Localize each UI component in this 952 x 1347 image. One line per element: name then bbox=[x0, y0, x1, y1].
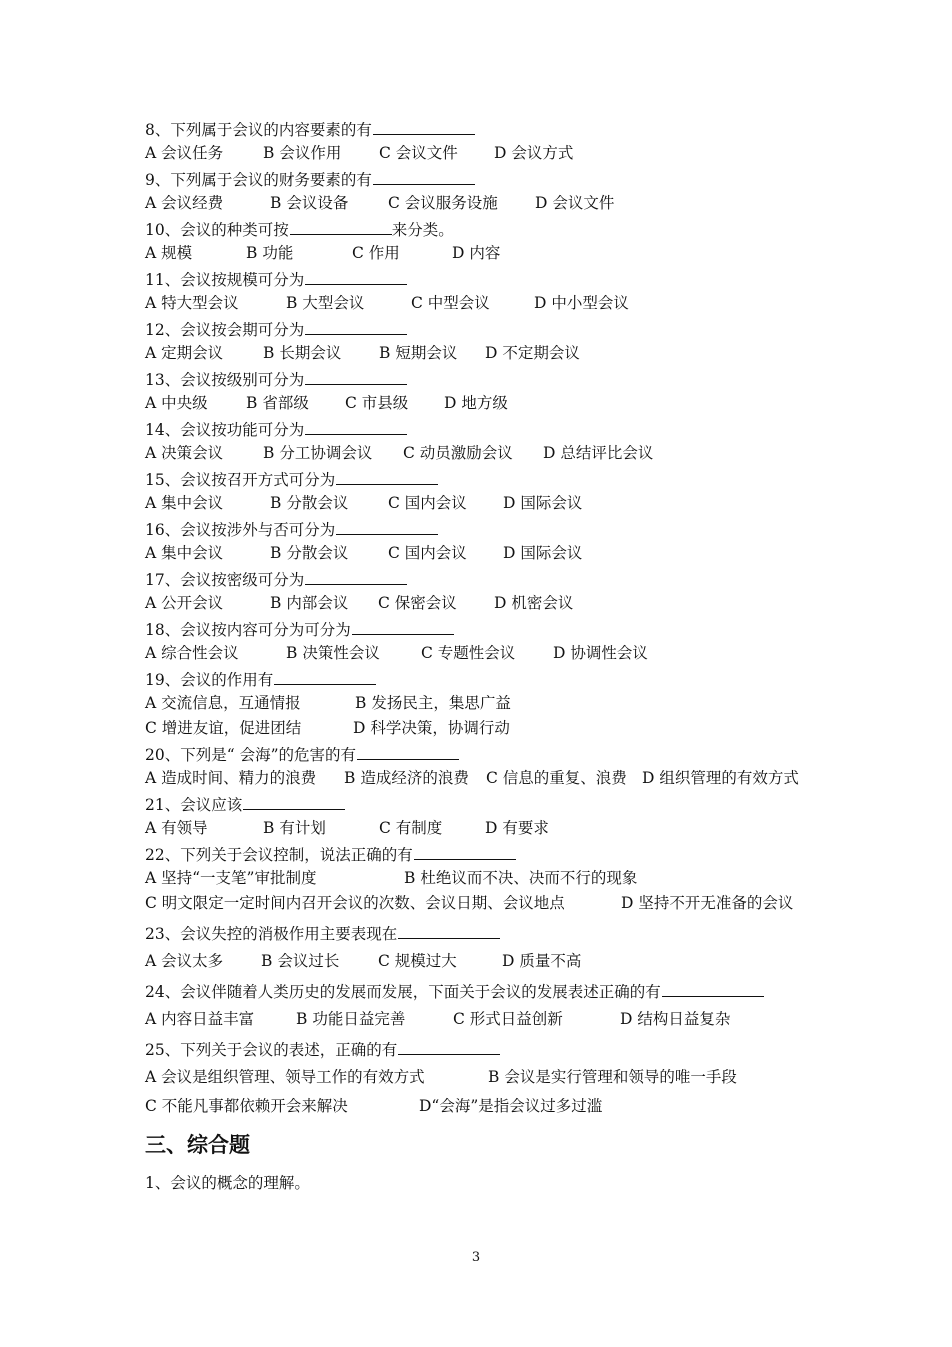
option-d: D 科学决策，协调行动 bbox=[353, 719, 510, 737]
option-a: A 交流信息，互通情报 bbox=[145, 694, 301, 712]
answer-blank bbox=[373, 116, 475, 135]
option-b: B 内部会议 bbox=[270, 594, 349, 612]
answer-blank bbox=[398, 920, 500, 939]
question-options bbox=[145, 641, 845, 666]
option-a: A 定期会议 bbox=[145, 344, 224, 362]
question-options bbox=[145, 1007, 845, 1032]
question-options bbox=[145, 241, 845, 266]
option-c: C 作用 bbox=[352, 244, 400, 262]
answer-blank bbox=[357, 741, 459, 760]
option-a: A 会议太多 bbox=[145, 952, 224, 970]
option-a: A 造成时间、精力的浪费 bbox=[145, 769, 317, 787]
question-stem: 25、下列关于会议的表述，正确的有 bbox=[145, 1036, 845, 1061]
question-stem: 20、下列是“ 会海”的危害的有 bbox=[145, 741, 845, 766]
option-a: A 集中会议 bbox=[145, 494, 224, 512]
answer-blank bbox=[414, 841, 516, 860]
question-stem: 13、会议按级别可分为 bbox=[145, 366, 845, 391]
answer-blank bbox=[274, 666, 376, 685]
option-c: C 中型会议 bbox=[411, 294, 490, 312]
question-options bbox=[145, 1065, 845, 1090]
option-b: B 省部级 bbox=[246, 394, 309, 412]
section-heading: 三、综合题 bbox=[145, 1133, 250, 1157]
option-d: D 结构日益复杂 bbox=[620, 1010, 731, 1028]
question-options bbox=[145, 391, 845, 416]
question-stem: 14、会议按功能可分为 bbox=[145, 416, 845, 441]
question-stem: 22、下列关于会议控制，说法正确的有 bbox=[145, 841, 845, 866]
option-a: A 有领导 bbox=[145, 819, 208, 837]
option-d: D 协调性会议 bbox=[553, 644, 648, 662]
answer-blank bbox=[305, 316, 407, 335]
option-c: C 形式日益创新 bbox=[453, 1010, 563, 1028]
option-b2: B 短期会议 bbox=[379, 344, 458, 362]
question-options bbox=[145, 766, 845, 791]
option-a: A 特大型会议 bbox=[145, 294, 239, 312]
option-d: D 国际会议 bbox=[503, 494, 583, 512]
question-options bbox=[145, 816, 845, 841]
option-d: D 总结评比会议 bbox=[543, 444, 654, 462]
option-c: C 明文限定一定时间内召开会议的次数、会议日期、会议地点 bbox=[145, 894, 565, 912]
option-b: B 有计划 bbox=[263, 819, 326, 837]
option-b: B 会议是实行管理和领导的唯一手段 bbox=[488, 1068, 737, 1086]
option-b: B 造成经济的浪费 bbox=[344, 769, 469, 787]
option-d: D 组织管理的有效方式 bbox=[642, 769, 799, 787]
question-stem: 12、会议按会期可分为 bbox=[145, 316, 845, 341]
option-d: D“会海”是指会议过多过滥 bbox=[419, 1097, 603, 1115]
option-b: B 功能日益完善 bbox=[296, 1010, 406, 1028]
answer-blank bbox=[243, 791, 345, 810]
option-a: A 会议是组织管理、领导工作的有效方式 bbox=[145, 1068, 425, 1086]
option-b: B 发扬民主，集思广益 bbox=[355, 694, 511, 712]
question-options bbox=[145, 341, 845, 366]
question-stem: 24、会议伴随着人类历史的发展而发展，下面关于会议的发展表述正确的有 bbox=[145, 978, 845, 1003]
option-b: B 分散会议 bbox=[270, 494, 349, 512]
option-c: C 不能凡事都依赖开会来解决 bbox=[145, 1097, 348, 1115]
option-d: D 有要求 bbox=[485, 819, 549, 837]
option-d: D 机密会议 bbox=[494, 594, 574, 612]
option-a: A 集中会议 bbox=[145, 544, 224, 562]
option-a: A 会议经费 bbox=[145, 194, 224, 212]
question-options bbox=[145, 491, 845, 516]
question-stem: 15、会议按召开方式可分为 bbox=[145, 466, 845, 491]
question-options bbox=[145, 949, 845, 974]
option-b: B 长期会议 bbox=[263, 344, 342, 362]
option-b: B 分散会议 bbox=[270, 544, 349, 562]
answer-blank bbox=[373, 166, 475, 185]
option-d: D 会议方式 bbox=[494, 144, 574, 162]
option-c: C 会议文件 bbox=[379, 144, 458, 162]
question-stem: 9、下列属于会议的财务要素的有 bbox=[145, 166, 845, 191]
answer-blank bbox=[336, 466, 438, 485]
option-a: A 公开会议 bbox=[145, 594, 224, 612]
option-c: C 专题性会议 bbox=[421, 644, 516, 662]
option-a: A 中央级 bbox=[145, 394, 208, 412]
option-b: B 会议过长 bbox=[261, 952, 340, 970]
option-d: D 国际会议 bbox=[503, 544, 583, 562]
question-stem: 8、下列属于会议的内容要素的有 bbox=[145, 116, 845, 141]
question-stem: 21、会议应该 bbox=[145, 791, 845, 816]
question-options bbox=[145, 191, 845, 216]
question-options bbox=[145, 441, 845, 466]
answer-blank bbox=[290, 216, 392, 235]
question-options bbox=[145, 591, 845, 616]
page-number: 3 bbox=[471, 1250, 481, 1265]
question-options bbox=[145, 291, 845, 316]
comprehensive-question: 1、会议的概念的理解。 bbox=[145, 1174, 310, 1192]
answer-blank bbox=[305, 266, 407, 285]
answer-blank bbox=[662, 978, 764, 997]
option-b: B 功能 bbox=[246, 244, 294, 262]
option-b: B 决策性会议 bbox=[286, 644, 380, 662]
option-c: C 信息的重复、浪费 bbox=[486, 769, 627, 787]
question-stem: 18、会议按内容可分为可分为 bbox=[145, 616, 845, 641]
option-c: C 动员激励会议 bbox=[403, 444, 513, 462]
option-c: C 保密会议 bbox=[378, 594, 457, 612]
answer-blank bbox=[336, 516, 438, 535]
option-d: D 不定期会议 bbox=[485, 344, 580, 362]
option-a: A 会议任务 bbox=[145, 144, 224, 162]
option-a: A 综合性会议 bbox=[145, 644, 239, 662]
question-options bbox=[145, 866, 845, 891]
option-d: D 内容 bbox=[452, 244, 501, 262]
option-b: B 会议设备 bbox=[270, 194, 349, 212]
option-b: B 会议作用 bbox=[263, 144, 342, 162]
option-c: C 增进友谊，促进团结 bbox=[145, 719, 302, 737]
option-b: B 分工协调会议 bbox=[263, 444, 373, 462]
question-options bbox=[145, 141, 845, 166]
question-stem: 19、会议的作用有 bbox=[145, 666, 845, 691]
question-options bbox=[145, 541, 845, 566]
option-d: D 中小型会议 bbox=[534, 294, 629, 312]
option-c: C 会议服务设施 bbox=[388, 194, 498, 212]
option-c: C 市县级 bbox=[345, 394, 409, 412]
answer-blank bbox=[305, 566, 407, 585]
option-a: A 决策会议 bbox=[145, 444, 224, 462]
option-d: D 会议文件 bbox=[535, 194, 615, 212]
question-stem: 17、会议按密级可分为 bbox=[145, 566, 845, 591]
question-stem: 16、会议按涉外与否可分为 bbox=[145, 516, 845, 541]
answer-blank bbox=[398, 1036, 500, 1055]
option-d: D 质量不高 bbox=[502, 952, 582, 970]
question-options bbox=[145, 716, 845, 741]
question-options bbox=[145, 691, 845, 716]
question-stem: 23、会议失控的消极作用主要表现在 bbox=[145, 920, 845, 945]
option-b: B 杜绝议而不决、决而不行的现象 bbox=[404, 869, 638, 887]
option-c: C 有制度 bbox=[379, 819, 443, 837]
option-b: B 大型会议 bbox=[286, 294, 365, 312]
option-d: D 地方级 bbox=[444, 394, 508, 412]
answer-blank bbox=[352, 616, 454, 635]
option-c: C 国内会议 bbox=[388, 544, 467, 562]
option-a: A 规模 bbox=[145, 244, 193, 262]
question-stem: 11、会议按规模可分为 bbox=[145, 266, 845, 291]
answer-blank bbox=[305, 366, 407, 385]
option-d: D 坚持不开无准备的会议 bbox=[621, 894, 794, 912]
option-c: C 规模过大 bbox=[378, 952, 457, 970]
question-stem: 10、会议的种类可按 来分类。 bbox=[145, 216, 845, 241]
answer-blank bbox=[305, 416, 407, 435]
option-a: A 坚持“一支笔”审批制度 bbox=[145, 869, 317, 887]
question-list bbox=[145, 116, 845, 1196]
option-a: A 内容日益丰富 bbox=[145, 1010, 255, 1028]
question-options bbox=[145, 1094, 845, 1119]
question-options bbox=[145, 891, 845, 916]
option-c: C 国内会议 bbox=[388, 494, 467, 512]
